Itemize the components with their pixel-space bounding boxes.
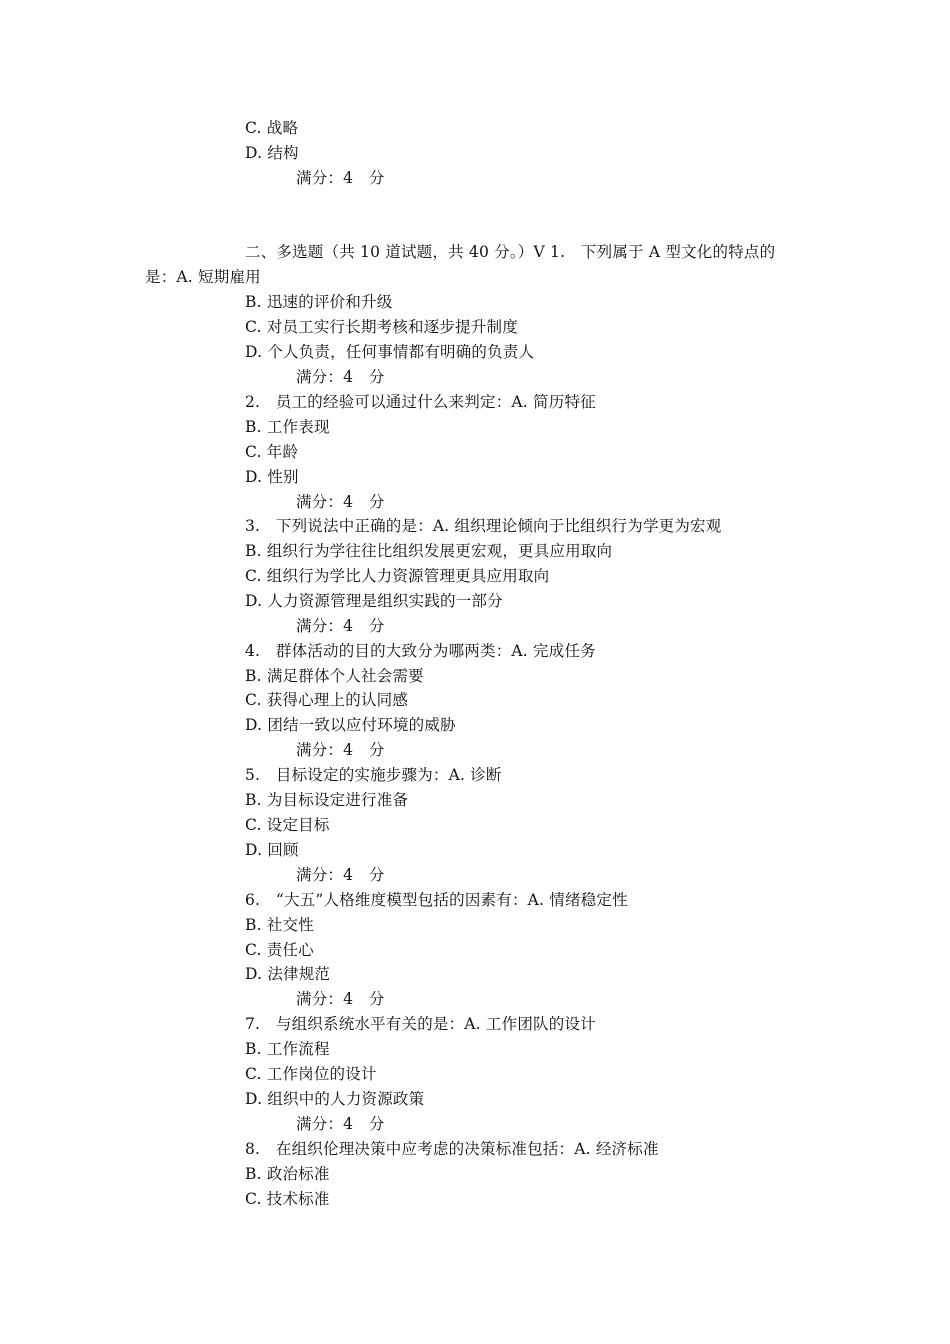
option-c: C. 年龄: [245, 443, 299, 461]
option-d: D. 结构: [245, 144, 299, 162]
question-6-stem: 6. “大五”人格维度模型包括的因素有：A. 情绪稳定性: [245, 891, 628, 909]
option-c: C. 获得心理上的认同感: [245, 691, 409, 709]
score-line: 满分：4 分: [296, 368, 385, 386]
question-8-stem: 8. 在组织伦理决策中应考虑的决策标准包括：A. 经济标准: [245, 1140, 659, 1158]
score-line: 满分：4 分: [296, 1115, 385, 1133]
score-line: 满分：4 分: [296, 741, 385, 759]
question-7-stem: 7. 与组织系统水平有关的是：A. 工作团队的设计: [245, 1015, 596, 1033]
question-1-option-a: 是：A. 短期雇用: [145, 268, 261, 286]
option-b: B. 政治标准: [245, 1165, 330, 1183]
option-c: C. 组织行为学比人力资源管理更具应用取向: [245, 567, 550, 585]
score-line: 满分：4 分: [296, 617, 385, 635]
score-line: 满分：4 分: [296, 866, 385, 884]
option-c: C. 技术标准: [245, 1190, 330, 1208]
score-line: 满分：4 分: [296, 493, 385, 511]
question-4-stem: 4. 群体活动的目的大致分为哪两类：A. 完成任务: [245, 642, 596, 660]
option-b: B. 满足群体个人社会需要: [245, 667, 424, 685]
option-b: B. 为目标设定进行准备: [245, 791, 409, 809]
option-c: C. 责任心: [245, 941, 314, 959]
option-c: C. 设定目标: [245, 816, 330, 834]
question-3-stem: 3. 下列说法中正确的是：A. 组织理论倾向于比组织行为学更为宏观: [245, 517, 722, 535]
option-d: D. 法律规范: [245, 965, 331, 983]
question-5-stem: 5. 目标设定的实施步骤为：A. 诊断: [245, 766, 502, 784]
option-d: D. 组织中的人力资源政策: [245, 1090, 425, 1108]
option-d: D. 回顾: [245, 841, 299, 859]
option-b: B. 工作表现: [245, 418, 330, 436]
question-2-stem: 2. 员工的经验可以通过什么来判定：A. 简历特征: [245, 393, 596, 411]
option-d: D. 个人负责，任何事情都有明确的负责人: [245, 343, 535, 361]
option-b: B. 组织行为学往往比组织发展更宏观，更具应用取向: [245, 542, 613, 560]
option-b: B. 迅速的评价和升级: [245, 293, 393, 311]
score-line: 满分：4 分: [296, 990, 385, 1008]
section-header: 二、多选题（共 10 道试题，共 40 分。）V 1. 下列属于 A 型文化的特点的: [245, 243, 776, 261]
option-d: D. 性别: [245, 468, 299, 486]
option-b: B. 工作流程: [245, 1040, 330, 1058]
option-c: C. 对员工实行长期考核和逐步提升制度: [245, 318, 518, 336]
option-b: B. 社交性: [245, 916, 314, 934]
option-d: D. 团结一致以应付环境的威胁: [245, 716, 456, 734]
option-c: C. 工作岗位的设计: [245, 1065, 377, 1083]
option-d: D. 人力资源管理是组织实践的一部分: [245, 592, 503, 610]
option-c: C. 战略: [245, 119, 299, 137]
score-line: 满分：4 分: [296, 169, 385, 187]
